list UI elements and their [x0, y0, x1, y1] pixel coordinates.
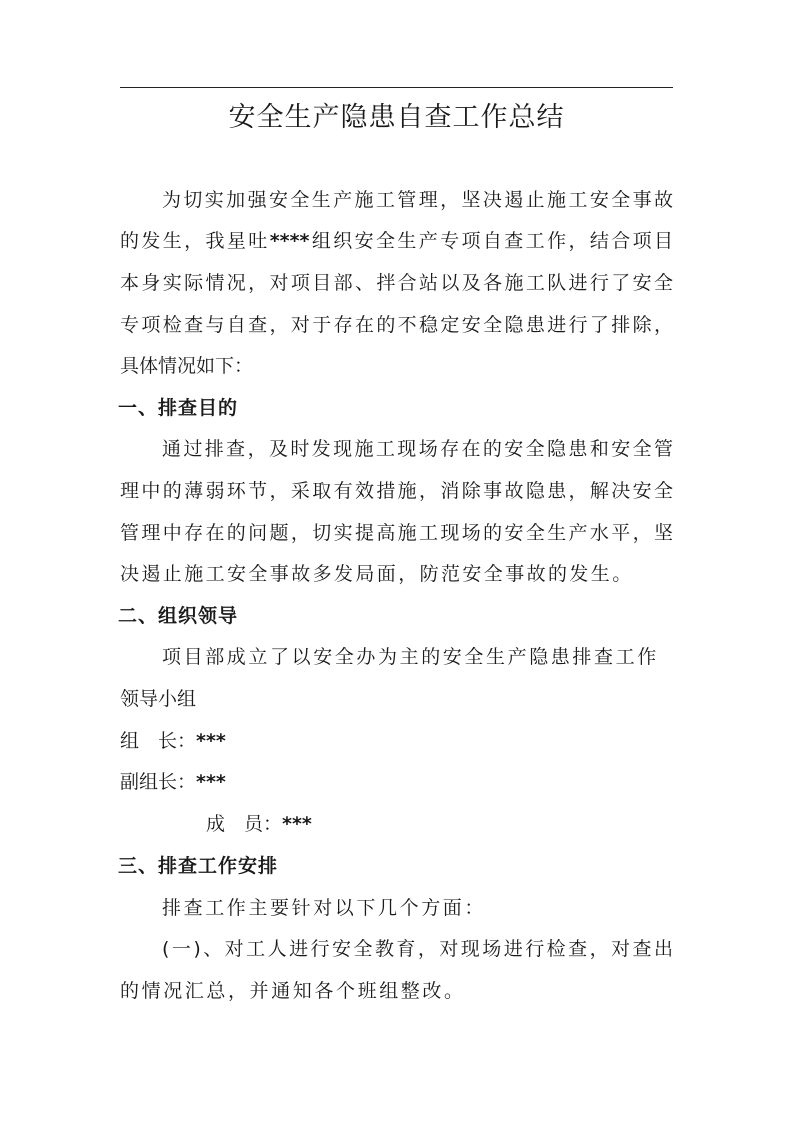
member-row-members [206, 811, 759, 837]
member-value: *** [196, 771, 226, 793]
member-row-leader [120, 728, 673, 754]
section-2-line-2: 领导小组 [120, 688, 197, 710]
member-value: *** [196, 730, 226, 752]
member-label: 成 员： [206, 813, 283, 835]
member-value: *** [282, 813, 312, 835]
section-3-line-3: 的情况汇总，并通知各个班组整改。 [120, 980, 466, 1002]
section-1-line-2: 理中的薄弱环节，采取有效措施，消除事故隐患，解决安全 [120, 480, 673, 502]
section-heading-2: 二、组织领导 [118, 605, 239, 627]
section-1-line-3: 管理中存在的问题，切实提高施工现场的安全生产水平，坚 [120, 522, 673, 544]
intro-line-4: 专项检查与自查，对于存在的不稳定安全隐患进行了排除， [120, 314, 673, 336]
section-2-line-1: 项目部成立了以安全办为主的安全生产隐患排查工作 [162, 646, 659, 668]
document-title: 安全生产隐患自查工作总结 [228, 102, 565, 133]
header-rule [120, 87, 673, 88]
member-label: 副组长： [120, 771, 197, 793]
section-3-line-2: (一)、对工人进行安全教育，对现场进行检查，对查出 [162, 938, 673, 960]
section-1-line-4: 决遏止施工安全事故多发局面，防范安全事故的发生。 [120, 563, 634, 585]
section-heading-3: 三、排查工作安排 [118, 855, 279, 877]
section-3-line-1: 排查工作主要针对以下几个方面： [162, 897, 487, 919]
member-row-deputy [120, 769, 673, 795]
section-heading-1: 一、排查目的 [118, 397, 239, 419]
member-label: 组 长： [120, 730, 197, 752]
section-1-line-1: 通过排查，及时发现施工现场存在的安全隐患和安全管 [162, 438, 673, 460]
intro-line-1: 为切实加强安全生产施工管理，坚决遏止施工安全事故 [162, 189, 673, 211]
intro-line-5: 具体情况如下： [120, 355, 254, 377]
intro-line-2 [120, 228, 673, 254]
redacted-text: **** [269, 230, 310, 252]
intro-line-3: 本身实际情况，对项目部、拌合站以及各施工队进行了安全 [120, 272, 673, 294]
intro-line-2-text: 的发生，我星吐****组织安全生产专项自查工作，结合项目 [120, 230, 673, 252]
